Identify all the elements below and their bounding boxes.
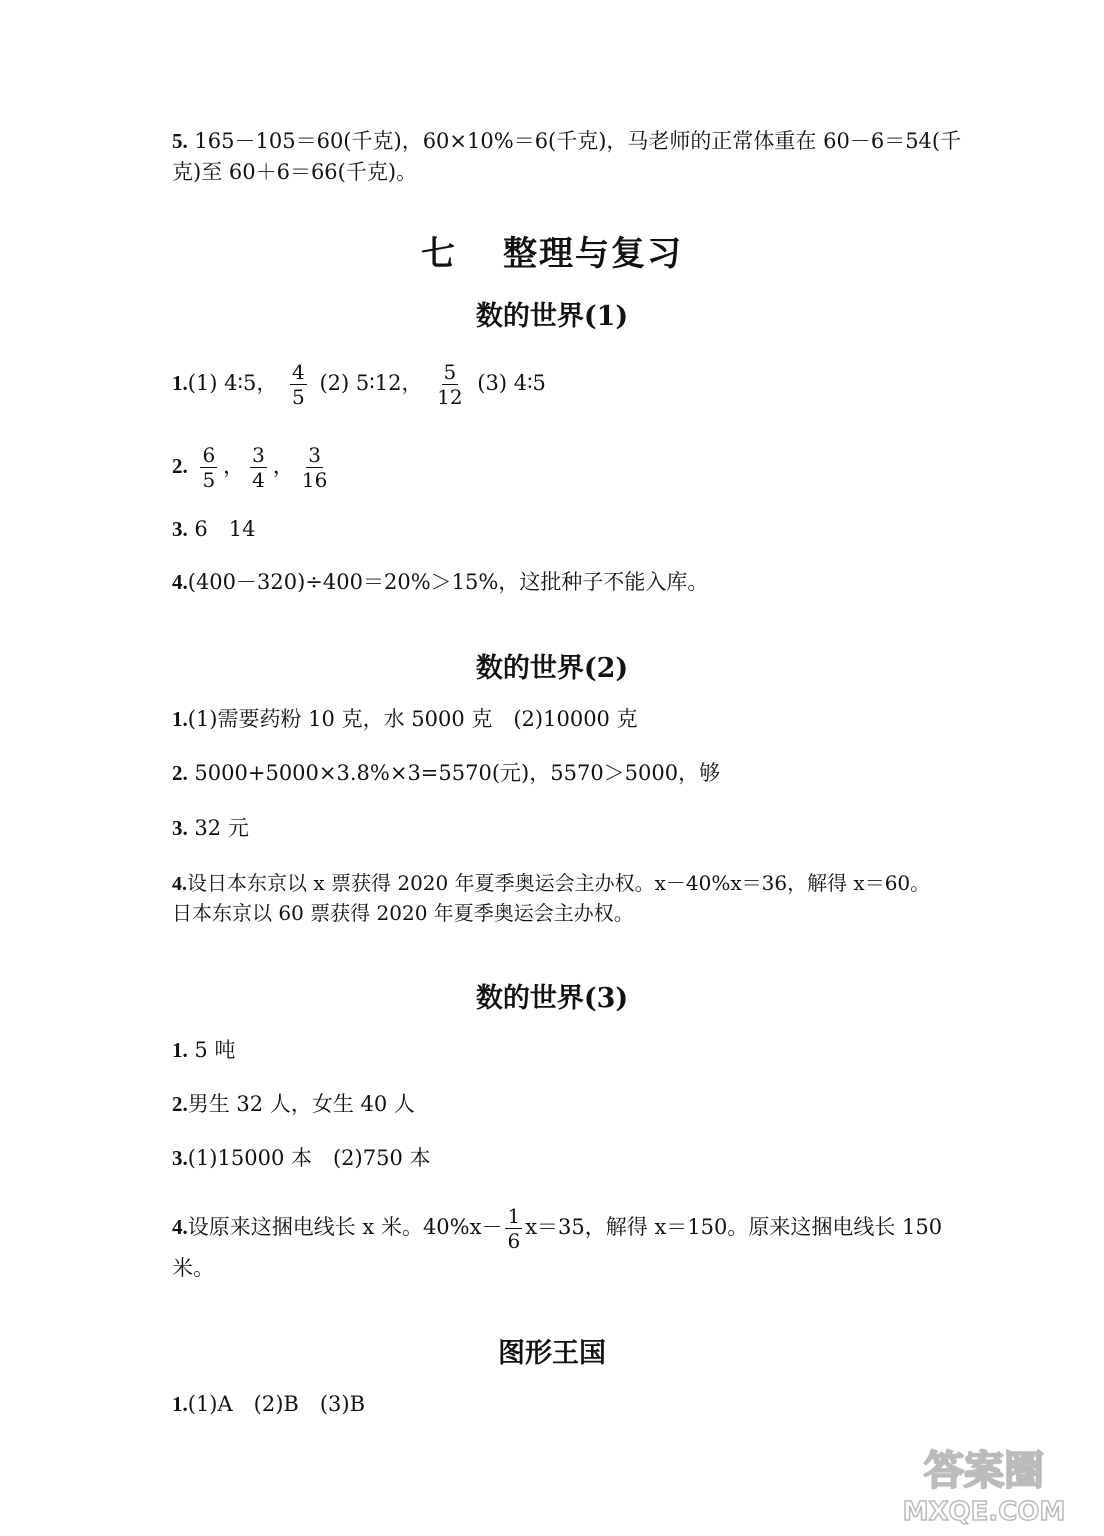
item-number: 3. <box>172 1146 188 1170</box>
item-number: 2. <box>172 761 188 785</box>
item-text: (2) 5∶12， <box>319 371 423 395</box>
s1-q2 <box>172 443 335 492</box>
item-text: 5 吨 <box>187 1038 236 1062</box>
item-number: 3. <box>172 517 188 541</box>
s1-q4 <box>172 567 708 597</box>
item-number: 2. <box>172 454 188 478</box>
fraction <box>505 1204 522 1253</box>
fraction <box>250 443 267 492</box>
item-text: (1)需要药粉 10 克，水 5000 克 (2)10000 克 <box>187 707 638 731</box>
numerator: 1 <box>507 1204 521 1228</box>
watermark-logo <box>884 1438 1084 1528</box>
denominator: 6 <box>507 1229 521 1253</box>
fraction <box>200 443 217 492</box>
chapter-heading <box>0 226 1104 275</box>
item-text: (1) 4∶5， <box>187 371 278 395</box>
svg-text:答案圈: 答案圈 <box>924 1448 1044 1494</box>
s3-q2 <box>172 1089 415 1119</box>
item-text: (400－320)÷400＝20%＞15%，这批种子不能入库。 <box>187 570 709 594</box>
s3-q3 <box>172 1143 430 1173</box>
item-text: 6 14 <box>187 517 256 541</box>
s2-q1 <box>172 704 638 734</box>
section-title-3: 数的世界(3) <box>475 983 629 1014</box>
item-text: 米。 <box>172 1256 214 1280</box>
item-text: 男生 32 人，女生 40 人 <box>187 1092 415 1116</box>
s2-q4-line-1 <box>172 868 930 899</box>
item-text: 克)至 60＋6＝66(千克)。 <box>172 160 418 184</box>
fraction <box>290 360 307 409</box>
item-number: 4. <box>172 570 188 594</box>
item-number: 2. <box>172 1092 188 1116</box>
numerator: 5 <box>443 360 457 384</box>
denominator: 5 <box>292 385 305 409</box>
item-number: 5. <box>172 129 188 153</box>
item-5-line-2 <box>172 157 417 187</box>
chapter-number: 七 <box>421 234 457 274</box>
section-title-1: 数的世界(1) <box>475 301 629 332</box>
item-text: 32 元 <box>187 816 249 840</box>
item-text: (1)15000 本 (2)750 本 <box>187 1146 431 1170</box>
separator: ， <box>223 454 245 478</box>
item-text: 设日本东京以 x 票获得 2020 年夏季奥运会主办权。x－40%x＝36，解得 x＝60。 <box>187 871 931 895</box>
item-number: 1. <box>172 1392 188 1416</box>
s3-q1 <box>172 1035 235 1065</box>
chapter-title: 整理与复习 <box>503 234 683 274</box>
s1-q3 <box>172 514 256 544</box>
item-number: 4. <box>172 873 187 895</box>
s2-q3 <box>172 813 249 843</box>
item-text: x＝35，解得 x＝150。原来这捆电线长 150 <box>525 1215 943 1239</box>
svg-text:MXQE.COM: MXQE.COM <box>902 1497 1066 1527</box>
separator: ， <box>272 454 294 478</box>
numerator: 6 <box>202 443 216 467</box>
item-5-line-1 <box>172 126 961 156</box>
item-text: (3) 4∶5 <box>477 371 546 395</box>
denominator: 4 <box>252 468 265 492</box>
item-text: 165－105＝60(千克)，60×10%＝6(千克)，马老师的正常体重在 60－6＝54(千 <box>187 129 962 153</box>
s4-q1 <box>172 1389 365 1419</box>
numerator: 4 <box>292 360 305 384</box>
item-number: 4. <box>172 1215 188 1239</box>
item-number: 1. <box>172 1038 188 1062</box>
item-number: 1. <box>172 371 188 395</box>
fraction <box>300 443 329 492</box>
item-text: 设原来这捆电线长 x 米。40%x－ <box>187 1215 503 1239</box>
s3-q4-line-1 <box>172 1204 942 1253</box>
item-text: 日本东京以 60 票获得 2020 年夏季奥运会主办权。 <box>172 901 634 925</box>
item-number: 3. <box>172 816 188 840</box>
section-title-4: 图形王国 <box>498 1338 606 1369</box>
item-text: 5000+5000×3.8%×3=5570(元)，5570＞5000，够 <box>187 761 721 785</box>
s2-q2 <box>172 758 720 788</box>
denominator: 16 <box>301 468 328 492</box>
item-text: (1)A (2)B (3)B <box>187 1392 366 1416</box>
section-title-2: 数的世界(2) <box>475 653 629 684</box>
denominator: 5 <box>202 468 216 492</box>
fraction <box>435 360 464 409</box>
s1-q1 <box>172 360 546 409</box>
s3-q4-line-2 <box>172 1253 214 1283</box>
denominator: 12 <box>437 385 463 409</box>
s2-q4-line-2 <box>172 898 634 928</box>
numerator: 3 <box>252 443 265 467</box>
numerator: 3 <box>308 443 321 467</box>
item-number: 1. <box>172 707 188 731</box>
